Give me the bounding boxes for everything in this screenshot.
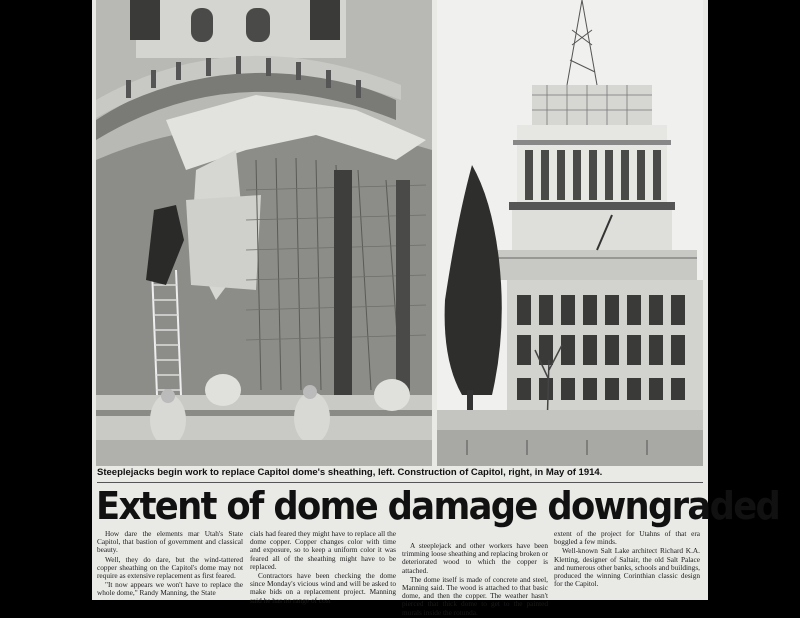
headline: Extent of dome damage downgraded [96,484,780,528]
article-column-2 [250,530,396,606]
paragraph: Contractors have been checking the dome since Monday's vicious wind and will be asked to make bids on a replacement project. Manning said he has no range of cost [250,571,396,605]
divider [97,482,703,483]
dome-repair-photo [96,0,432,466]
paragraph: extent of the project for Utahns of that era boggled a few minds. [554,529,700,547]
newspaper-clipping [92,0,780,617]
article-column-4 [554,530,700,589]
paragraph: A steeplejack and other workers have been trimming loose sheathing and replacing broken or deteriorated wood to which the copper is attached. [402,541,548,575]
paragraph: The dome itself is made of concrete and steel, Manning said. The wood is attached to that basic dome, and then the copper. The weather hasn't pierced that thick dome to get to the painted murals inside the rotunda. [402,574,548,617]
paragraph: cials had feared they might have to replace all the dome copper. Copper changes color with time and exposure, so to keep a uniform color it was feared all of the sheathing might have to be replaced. [250,529,396,571]
paragraph: Well-known Salt Lake architect Richard K.A. Kletting, designer of Saltair, the old Salt Palace and numerous other banks, schools and buildings, produced the winning Corinthian classic design for the Capitol. [554,546,700,589]
article-body [97,529,703,617]
article-column-1 [97,530,243,599]
capitol-construction-photo [437,0,703,466]
article-column-3 [402,530,548,618]
photo-caption: Steeplejacks begin work to replace Capitol dome's sheathing, left. Construction of Capitol, right, in May of 1914. [97,467,603,478]
paragraph: "It now appears we won't have to replace the whole dome," Randy Manning, the State [97,580,243,598]
paragraph: Well, they do dare, but the wind-tattered copper sheathing on the Capitol's dome may not require as extensive replacement as first feared. [97,554,243,581]
paragraph: How dare the elements mar Utah's State Capitol, that bastion of government and classical beauty. [97,529,243,555]
